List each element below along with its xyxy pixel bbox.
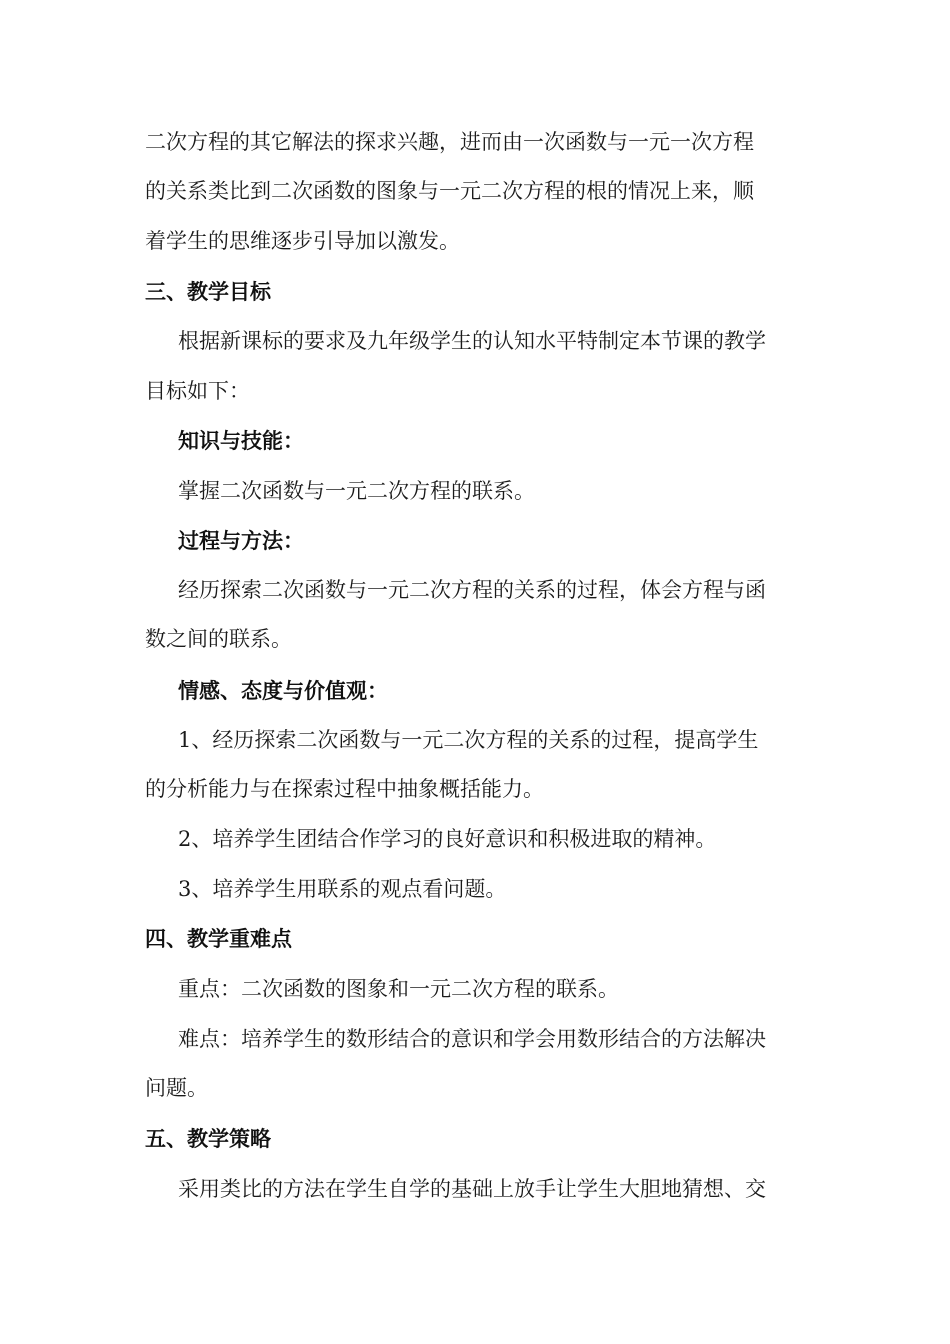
text-line-10: 的分析能力与在探索过程中抽象概括能力。 xyxy=(145,777,544,801)
body-text-line xyxy=(0,974,950,1004)
text-line-3: 着学生的思维逐步引导加以激发。 xyxy=(145,229,460,253)
body-text-line xyxy=(0,1073,950,1103)
body-text-line xyxy=(0,376,950,406)
section-heading xyxy=(0,1124,950,1154)
subsection-heading xyxy=(0,676,950,706)
body-text-line xyxy=(0,824,950,854)
body-text-line xyxy=(0,575,950,605)
text-line-11: 2、培养学生团结合作学习的良好意识和积极进取的精神。 xyxy=(178,827,717,851)
text-line-2: 的关系类比到二次函数的图象与一元二次方程的根的情况上来，顺 xyxy=(145,179,754,203)
heading-emotion-values: 情感、态度与价值观： xyxy=(178,679,388,703)
heading-teaching-strategy: 五、教学策略 xyxy=(145,1127,271,1151)
body-text-line xyxy=(0,176,950,206)
body-text-line xyxy=(0,127,950,157)
body-text-line xyxy=(0,476,950,506)
heading-teaching-objectives: 三、教学目标 xyxy=(145,280,271,304)
section-heading xyxy=(0,277,950,307)
text-line-7: 经历探索二次函数与一元二次方程的关系的过程，体会方程与函 xyxy=(178,578,766,602)
text-line-6: 掌握二次函数与一元二次方程的联系。 xyxy=(178,479,535,503)
subsection-heading xyxy=(0,526,950,556)
heading-key-difficult-points: 四、教学重难点 xyxy=(145,927,292,951)
text-line-5: 目标如下： xyxy=(145,379,250,403)
text-line-14: 难点：培养学生的数形结合的意识和学会用数形结合的方法解决 xyxy=(178,1027,766,1051)
body-text-line xyxy=(0,1174,950,1204)
text-line-1: 二次方程的其它解法的探求兴趣，进而由一次函数与一元一次方程 xyxy=(145,130,754,154)
section-heading xyxy=(0,924,950,954)
body-text-line xyxy=(0,1024,950,1054)
heading-process-methods: 过程与方法： xyxy=(178,529,304,553)
body-text-line xyxy=(0,624,950,654)
text-line-16: 采用类比的方法在学生自学的基础上放手让学生大胆地猜想、交 xyxy=(178,1177,766,1201)
body-text-line xyxy=(0,326,950,356)
body-text-line xyxy=(0,774,950,804)
text-line-9: 1、经历探索二次函数与一元二次方程的关系的过程，提高学生 xyxy=(178,728,759,752)
body-text-line xyxy=(0,226,950,256)
heading-knowledge-skills: 知识与技能： xyxy=(178,429,304,453)
subsection-heading xyxy=(0,426,950,456)
body-text-line xyxy=(0,725,950,755)
body-text-line xyxy=(0,874,950,904)
text-line-4: 根据新课标的要求及九年级学生的认知水平特制定本节课的教学 xyxy=(178,329,766,353)
text-line-12: 3、培养学生用联系的观点看问题。 xyxy=(178,877,507,901)
text-line-13: 重点：二次函数的图象和一元二次方程的联系。 xyxy=(178,977,619,1001)
text-line-15: 问题。 xyxy=(145,1076,208,1100)
text-line-8: 数之间的联系。 xyxy=(145,627,292,651)
